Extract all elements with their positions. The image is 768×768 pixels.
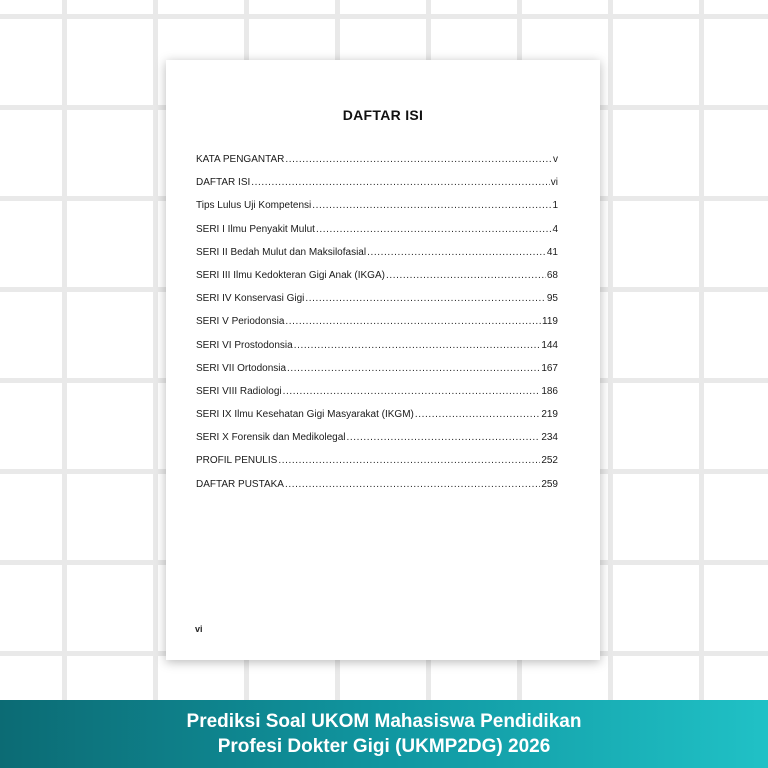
toc-entry xyxy=(196,247,558,270)
toc-entry xyxy=(196,409,558,432)
toc-entry-page: 219 xyxy=(541,409,558,421)
toc-entry-label: SERI IX Ilmu Kesehatan Gigi Masyarakat (IKGM) xyxy=(196,409,414,421)
toc-entry xyxy=(196,363,558,386)
toc-leader-dots xyxy=(415,409,540,420)
toc-leader-dots xyxy=(305,293,546,304)
toc-entry-page: 41 xyxy=(546,246,558,258)
toc-entry-page: vi xyxy=(550,177,558,189)
toc-leader-dots xyxy=(386,270,546,281)
toc-leader-dots xyxy=(316,224,552,235)
toc-entry xyxy=(196,386,558,409)
toc-entry-label: DAFTAR PUSTAKA xyxy=(196,478,284,490)
toc-entry xyxy=(196,224,558,247)
toc-entry xyxy=(196,200,558,223)
toc-leader-dots xyxy=(287,363,540,374)
toc-entry-page: 95 xyxy=(546,293,558,305)
toc-entry xyxy=(196,270,558,293)
toc-entry-page: 4 xyxy=(552,223,558,235)
toc-leader-dots xyxy=(285,479,540,490)
toc-entry xyxy=(196,154,558,177)
toc-entry-page: 259 xyxy=(541,478,558,490)
toc-leader-dots xyxy=(251,177,550,188)
toc-entry xyxy=(196,316,558,339)
toc-entry-label: SERI VI Prostodonsia xyxy=(196,339,293,351)
document-page xyxy=(166,60,600,660)
toc-leader-dots xyxy=(285,154,552,165)
toc-entry-page: 144 xyxy=(541,339,558,351)
toc-entry-page: v xyxy=(553,154,558,165)
toc-entry-label: SERI VIII Radiologi xyxy=(196,385,282,397)
toc-leader-dots xyxy=(312,200,551,211)
toc-entry-label: SERI VII Ortodonsia xyxy=(196,362,287,374)
toc-entry-page: 186 xyxy=(541,385,558,397)
title-banner xyxy=(0,700,768,768)
toc-entry-label: KATA PENGANTAR xyxy=(196,154,285,165)
toc-list xyxy=(196,154,558,502)
toc-title: DAFTAR ISI xyxy=(342,107,424,123)
toc-entry-page: 1 xyxy=(552,200,558,212)
toc-entry-page: 252 xyxy=(541,455,558,467)
toc-leader-dots xyxy=(347,432,541,443)
toc-leader-dots xyxy=(285,316,541,327)
toc-leader-dots xyxy=(367,247,546,258)
toc-entry-label: SERI I Ilmu Penyakit Mulut xyxy=(196,223,315,235)
toc-entry-label: SERI III Ilmu Kedokteran Gigi Anak (IKGA) xyxy=(196,269,385,281)
toc-entry-label: SERI II Bedah Mulut dan Maksilofasial xyxy=(196,246,367,258)
toc-entry-page: 119 xyxy=(542,316,558,328)
toc-entry xyxy=(196,293,558,316)
toc-entry-label: PROFIL PENULIS xyxy=(196,455,278,467)
toc-entry xyxy=(196,455,558,478)
toc-entry-label: SERI IV Konservasi Gigi xyxy=(196,293,305,305)
toc-entry xyxy=(196,479,558,502)
toc-entry xyxy=(196,432,558,455)
toc-entry-page: 167 xyxy=(541,362,558,374)
toc-entry-label: SERI X Forensik dan Medikolegal xyxy=(196,432,346,444)
banner-title-line-1: Prediksi Soal UKOM Mahasiswa Pendidikan xyxy=(186,711,582,732)
toc-entry-label: SERI V Periodonsia xyxy=(196,316,285,328)
toc-leader-dots xyxy=(283,386,541,397)
banner-title-line-2: Profesi Dokter Gigi (UKMP2DG) 2026 xyxy=(217,736,551,757)
toc-leader-dots xyxy=(294,340,541,351)
toc-entry-page: 68 xyxy=(546,269,558,281)
toc-entry-label: DAFTAR ISI xyxy=(196,177,251,189)
toc-entry-label: Tips Lulus Uji Kompetensi xyxy=(196,200,312,212)
toc-entry xyxy=(196,340,558,363)
toc-entry xyxy=(196,177,558,200)
toc-entry-page: 234 xyxy=(541,432,558,444)
toc-leader-dots xyxy=(278,455,540,466)
page-number: vi xyxy=(195,624,203,634)
